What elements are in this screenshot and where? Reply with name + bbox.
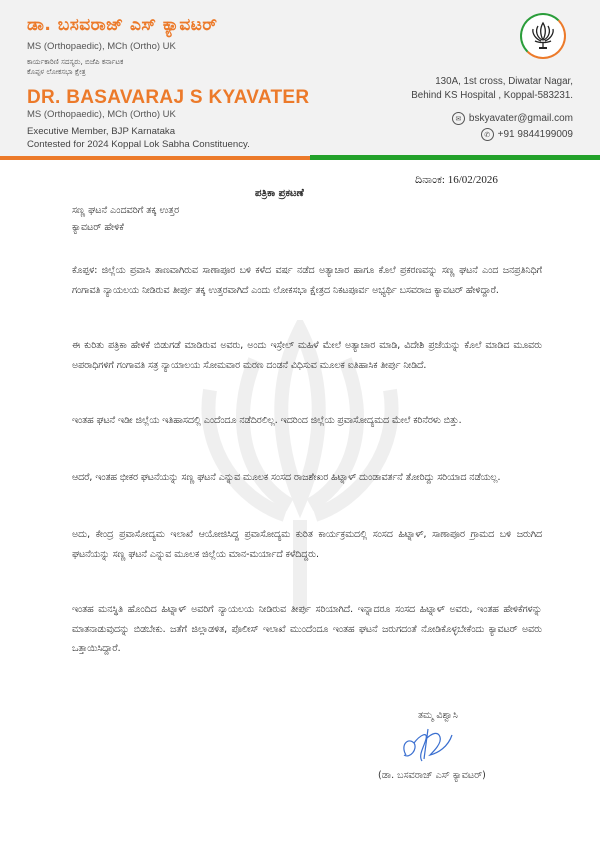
closing-salutation: ತಮ್ಮ ವಿಶ್ವಾಸಿ: [418, 710, 458, 721]
paragraph-1: ಕೊಪ್ಪಳ: ಜಿಲ್ಲೆಯ ಪ್ರವಾಸಿ ತಾಣವಾಗಿರುವ ಸಾಣಾಪೂರ ಬಳಿ ಕಳೆದ ವರ್ಷ ನಡೆದ ಅತ್ಯಾಚಾರ ಹಾಗೂ ಕೊಲೆ ಪ್ರಕರಣವನ್ನು ಸಣ್ಣ ಘಟನೆ ಎಂದ ಜನಪ್ರತಿನಿಧಿಗೆ ಗಂಗಾವತಿ ನ್ಯಾಯಲಯ ನೀಡಿರುವ ತೀರ್ಪು ತಕ್ಕ ಉತ್ತರವಾಗಿದೆ ಎಂದು ಲೋಕಸಭಾ ಕ್ಷೇತ್ರದ ನಿಕಟಪೂರ್ವ ಅಭ್ಯರ್ಥಿ ಬಸವರಾಜ ಕ್ಯಾವಟರ್ ಹೇಳಿದ್ದಾರೆ.: [72, 265, 542, 296]
address-block: [411, 75, 573, 103]
document-title: ಪತ್ರಿಕಾ ಪ್ರಕಟಣೆ: [255, 188, 304, 199]
qualification-kannada-section: MS (Orthopaedic), MCh (Ortho) UK: [27, 41, 176, 52]
signer-name: (ಡಾ. ಬಸವರಾಜ್ ಎಸ್ ಕ್ಯಾವಟರ್): [378, 770, 486, 781]
email-contact: [452, 112, 573, 125]
document-date: ದಿನಾಂಕ: 16/02/2026: [415, 174, 498, 186]
phone-icon: ✆: [481, 128, 494, 141]
role-english-line2: Contested for 2024 Koppal Lok Sabha Constituency.: [27, 139, 250, 150]
paragraph-6: ಇಂತಹ ಮನಸ್ಥಿತಿ ಹೊಂದಿದ ಹಿಟ್ನಾಳ್ ಅವರಿಗೆ ನ್ಯಾಯಲಯ ನೀಡಿರುವ ತೀರ್ಪು ಸರಿಯಾಗಿದೆ. ಇನ್ನಾದರೂ ಸಂಸದ ಹಿಟ್ನಾಳ್ ಅವರು, ಇಂತಹ ಹೇಳಿಕೆಗಳನ್ನು ಮಾತನಾಡುವುದನ್ನು ಬಿಡಬೇಕು. ಜತೆಗೆ ಜಿಲ್ಲಾಡಳಿತ, ಪೊಲೀಸ್ ಇಲಾಖೆ ಮುಂದೆಂದೂ ಇಂತಹ ಘಟನೆ ಜರುಗದಂತೆ ನೋಡಿಕೊಳ್ಳಬೇಕೆಂದು ಕ್ಯಾವಟರ್ ಅವರು ಒತ್ತಾಯಿಸಿದ್ದಾರೆ.: [72, 604, 542, 654]
name-kannada: ಡಾ. ಬಸವರಾಜ್ ಎಸ್ ಕ್ಯಾವಟರ್: [27, 15, 218, 35]
paragraph-2: ಈ ಕುರಿತು ಪತ್ರಿಕಾ ಹೇಳಿಕೆ ಬಿಡುಗಡೆ ಮಾಡಿರುವ ಅವರು, ಅಂದು ಇಸ್ರೇಲ್ ಮಹಿಳೆ ಮೇಲೆ ಅತ್ಯಾಚಾರ ಮಾಡಿ, ವಿದೇಶಿ ಪ್ರಜೆಯನ್ನು ಕೊಲೆ ಮಾಡಿದ ಮೂವರು ಅಪರಾಧಿಗಳಿಗೆ ಗಂಗಾವತಿ ಸತ್ರ ನ್ಯಾಯಾಲಯ ಸೋಮವಾರ ಮರಣ ದಂಡನೆ ವಿಧಿಸುವ ಮೂಲಕ ಐತಿಹಾಸಿಕ ತೀರ್ಪು ನೀಡಿದೆ.: [72, 340, 542, 371]
phone-contact: [481, 128, 573, 141]
qualification-english-section: MS (Orthopaedic), MCh (Ortho) UK: [27, 109, 176, 120]
address-line1: 130A, 1st cross, Diwatar Nagar,: [435, 76, 573, 87]
paragraph-5: ಅದು, ಕೇಂದ್ರ ಪ್ರವಾಸೋದ್ಯಮ ಇಲಾಖೆ ಆಯೋಜಿಸಿದ್ದ ಪ್ರವಾಸೋದ್ಯಮ ಕುರಿತ ಕಾರ್ಯಕ್ರಮದಲ್ಲಿ ಸಂಸದ ಹಿಟ್ನಾಳ್, ಸಾಣಾಪೂರ ಗ್ರಾಮದ ಬಳಿ ಜರುಗಿದ ಘಟನೆಯನ್ನು ಸಣ್ಣ ಘಟನೆ ಎನ್ನುವ ಮೂಲಕ ಜಿಲ್ಲೆಯ ಮಾನ-ಮರ್ಯಾದೆ ಕಳೆದಿದ್ದರು.: [72, 529, 542, 560]
address-line2: Behind KS Hospital , Koppal-583231.: [411, 90, 573, 101]
green-divider: [310, 155, 600, 160]
name-english: DR. BASAVARAJ S KYAVATER: [27, 87, 310, 108]
saffron-divider: [0, 156, 310, 160]
phone-text: +91 9844199009: [497, 129, 573, 140]
role-english-line1: Executive Member, BJP Karnataka: [27, 126, 176, 137]
signature-image: [398, 725, 458, 765]
email-text: bskyavater@gmail.com: [468, 113, 573, 124]
paragraph-3: ಇಂತಹ ಘಟನೆ ಇಡೀ ಜಿಲ್ಲೆಯ ಇತಿಹಾಸದಲ್ಲಿ ಎಂದೆಂದೂ ನಡೆದಿರಲಿಲ್ಲ. ಇದರಿಂದ ಜಿಲ್ಲೆಯ ಪ್ರವಾಸೋದ್ಯಮದ ಮೇಲೆ ಕರಿನೆರಳು ಬಿತ್ತು.: [72, 415, 462, 426]
role-kannada-line2: ಕೊಪ್ಪಳ ಲೋಕಸಭಾ ಕ್ಷೇತ್ರ: [27, 67, 86, 76]
headline-line2: ಕ್ಯಾವಟರ್ ಹೇಳಿಕೆ: [72, 222, 124, 233]
envelope-icon: ✉: [452, 112, 465, 125]
letterhead-header: [0, 0, 600, 156]
paragraph-4: ಆದರೆ, ಇಂತಹ ಭೀಕರ ಘಟನೆಯನ್ನು ಸಣ್ಣ ಘಟನೆ ಎನ್ನುವ ಮೂಲಕ ಸಂಸದ ರಾಜಶೇಖರ ಹಿಟ್ನಾಳ್ ದುಂಡಾವರ್ತನೆ ತೋರಿದ್ದು ಸರಿಯಾದ ನಡೆಯಲ್ಲ.: [72, 472, 501, 483]
role-kannada-line1: ಕಾರ್ಯಕಾರಿಣಿ ಸದಸ್ಯರು, ಬಿಜೆಪಿ ಕರ್ನಾಟಕ: [27, 57, 124, 66]
bjp-lotus-icon: [520, 13, 566, 59]
headline-line1: ಸಣ್ಣ ಘಟನೆ ಎಂದವರಿಗೆ ತಕ್ಕ ಉತ್ತರ: [72, 205, 180, 216]
role-english: [27, 125, 250, 151]
